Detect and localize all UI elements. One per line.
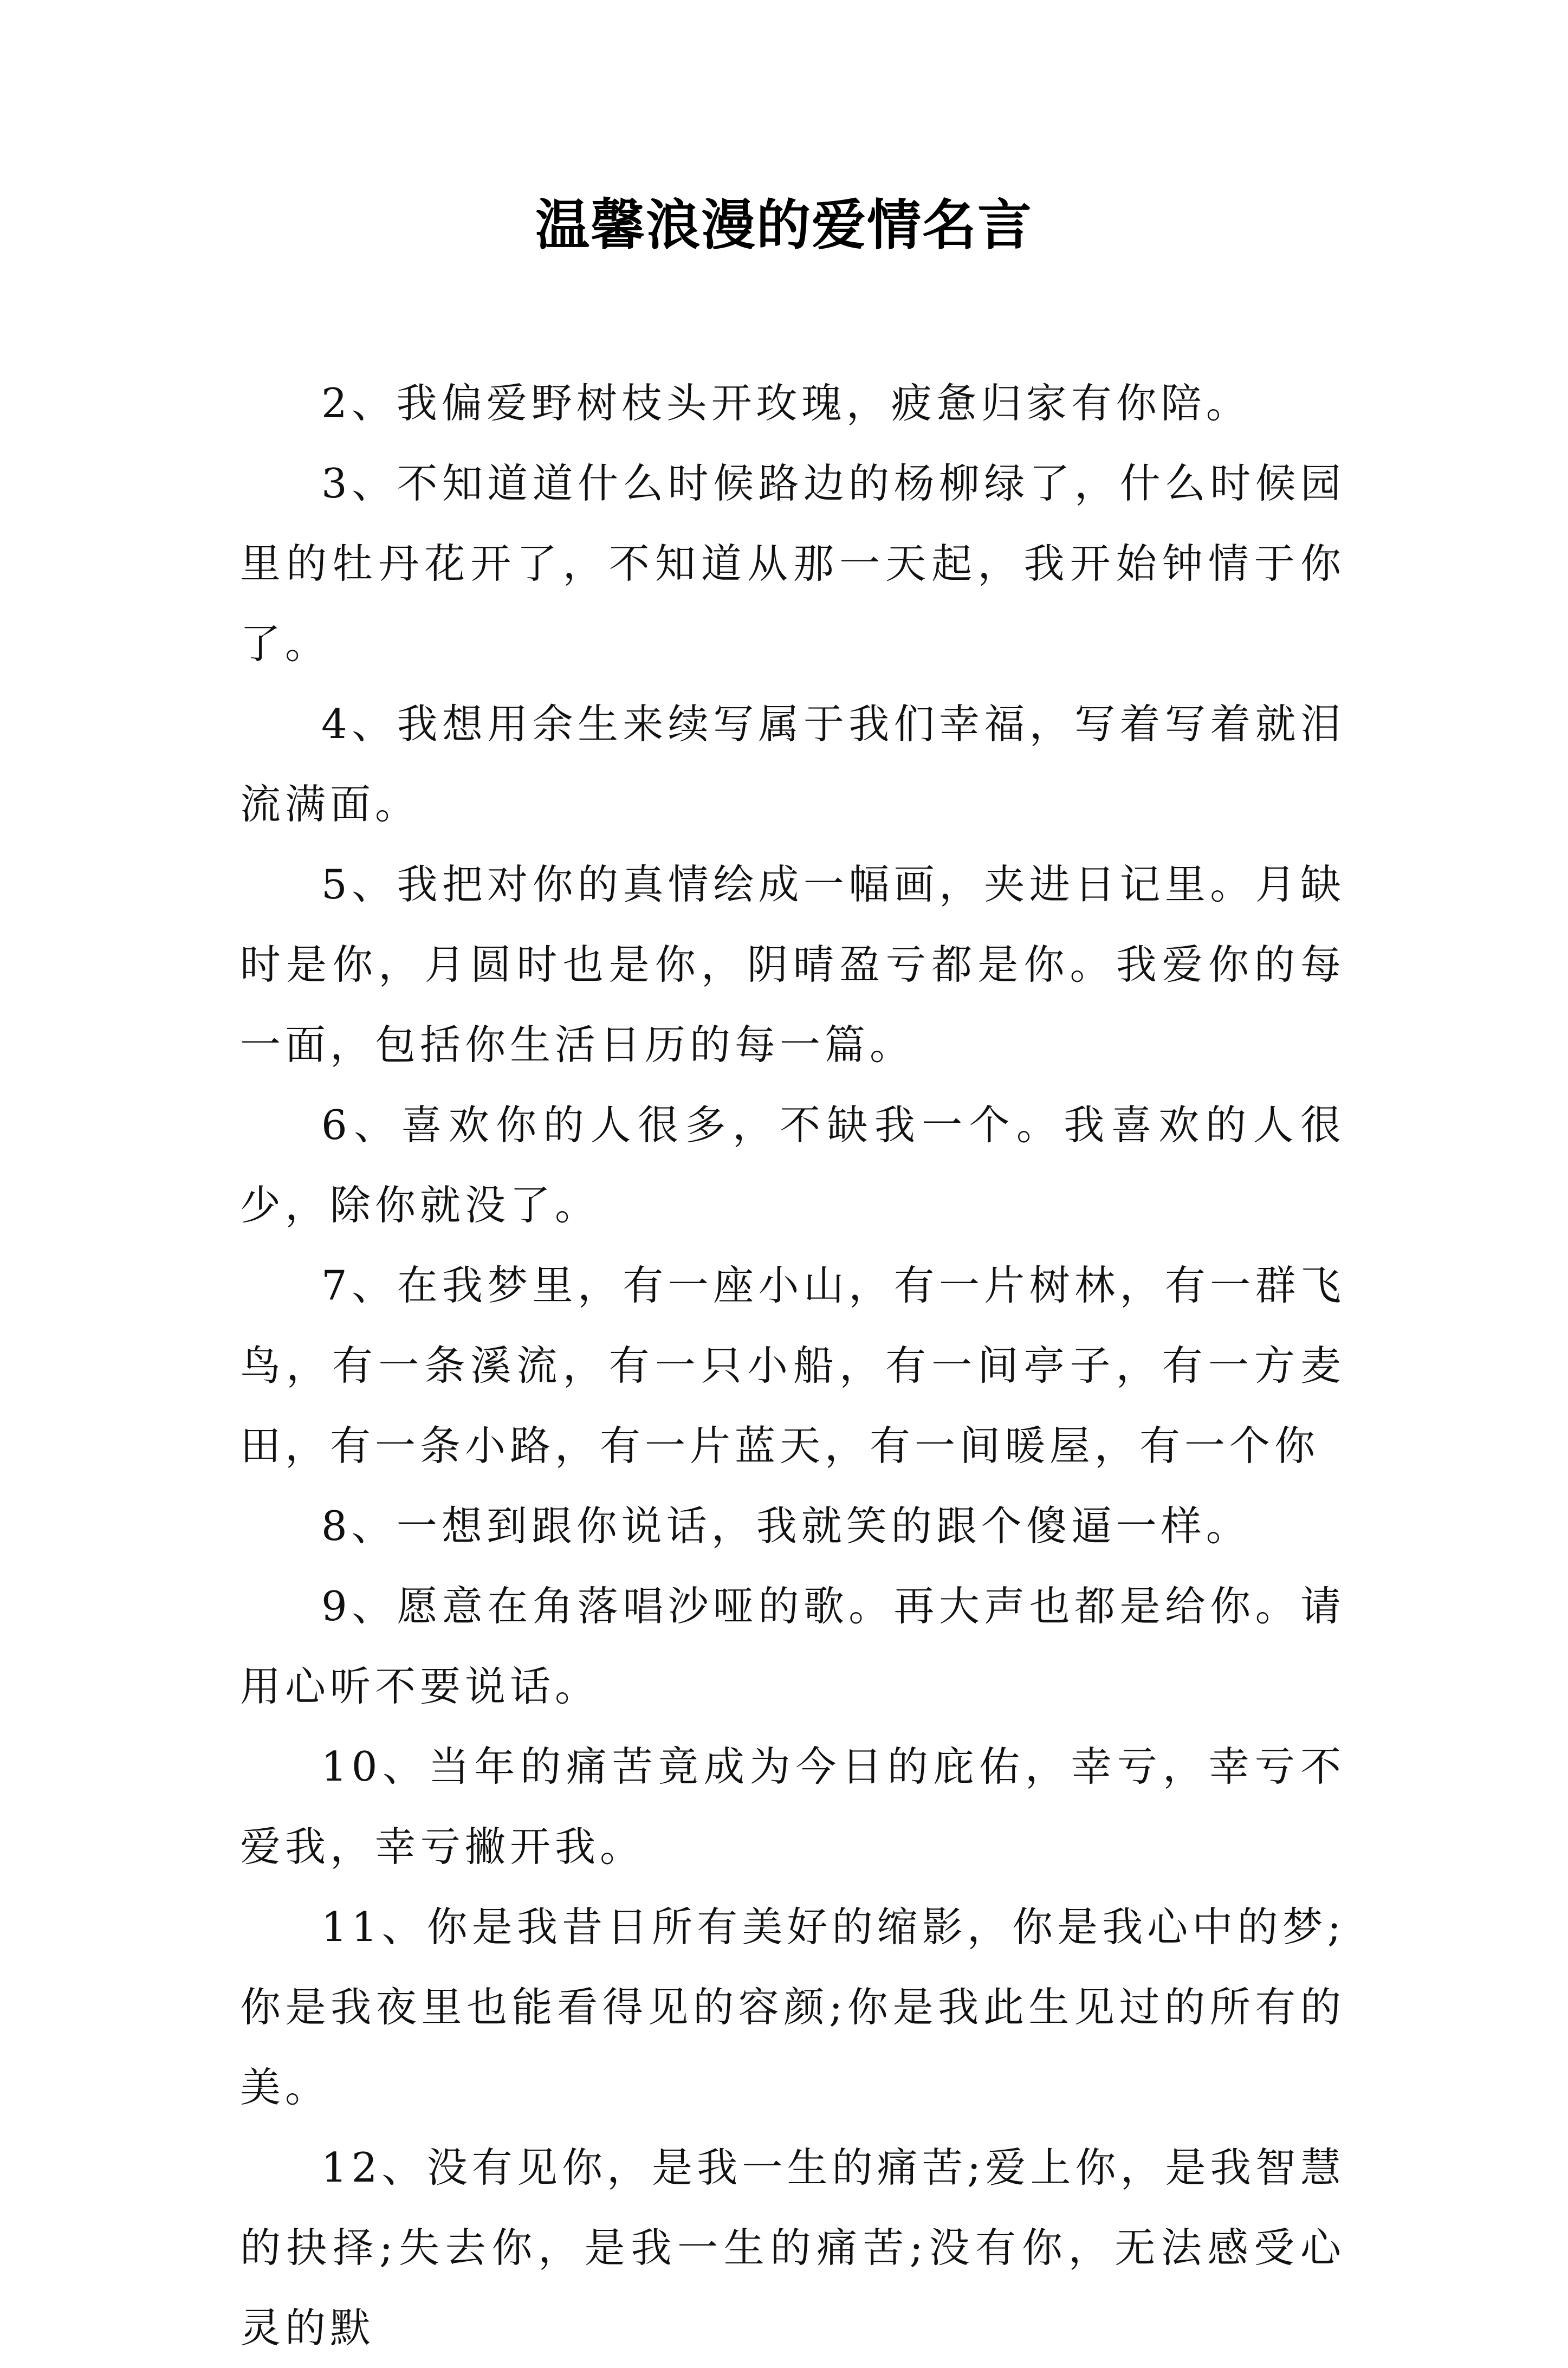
paragraph-12: 12、没有见你，是我一生的痛苦;爱上你，是我智慧的抉择;失去你，是我一生的痛苦;没有你，无法感受心灵的默 <box>240 2144 1345 2352</box>
paragraph-4: 4、我想用余生来续写属于我们幸福，写着写着就泪流满面。 <box>240 700 1345 828</box>
paragraph-10: 10、当年的痛苦竟成为今日的庇佑，幸亏，幸亏不爱我，幸亏撇开我。 <box>240 1743 1345 1871</box>
paragraph-5: 5、我把对你的真情绘成一幅画，夹进日记里。月缺时是你，月圆时也是你，阴晴盈亏都是你。我爱你的每一面，包括你生活日历的每一篇。 <box>240 860 1345 1069</box>
document-body <box>240 363 1345 2368</box>
document-title: 温馨浪漫的爱情名言 <box>535 193 1033 257</box>
paragraph-6: 6、喜欢你的人很多，不缺我一个。我喜欢的人很少，除你就没了。 <box>240 1101 1345 1229</box>
paragraph-11: 11、你是我昔日所有美好的缩影，你是我心中的梦;你是我夜里也能看得见的容颜;你是我此生见过的所有的美。 <box>240 1903 1345 2111</box>
paragraph-3: 3、不知道道什么时候路边的杨柳绿了，什么时候园里的牡丹花开了，不知道从那一天起，我开始钟情于你了。 <box>240 460 1345 668</box>
paragraph-9: 9、愿意在角落唱沙哑的歌。再大声也都是给你。请用心听不要说话。 <box>240 1582 1345 1710</box>
paragraph-2: 2、我偏爱野树枝头开玫瑰，疲惫归家有你陪。 <box>321 379 1251 427</box>
paragraph-7: 7、在我梦里，有一座小山，有一片树林，有一群飞鸟，有一条溪流，有一只小船，有一间亭子，有一方麦田，有一条小路，有一片蓝天，有一间暖屋，有一个你 <box>240 1261 1345 1470</box>
paragraph-8: 8、一想到跟你说话，我就笑的跟个傻逼一样。 <box>321 1502 1251 1550</box>
